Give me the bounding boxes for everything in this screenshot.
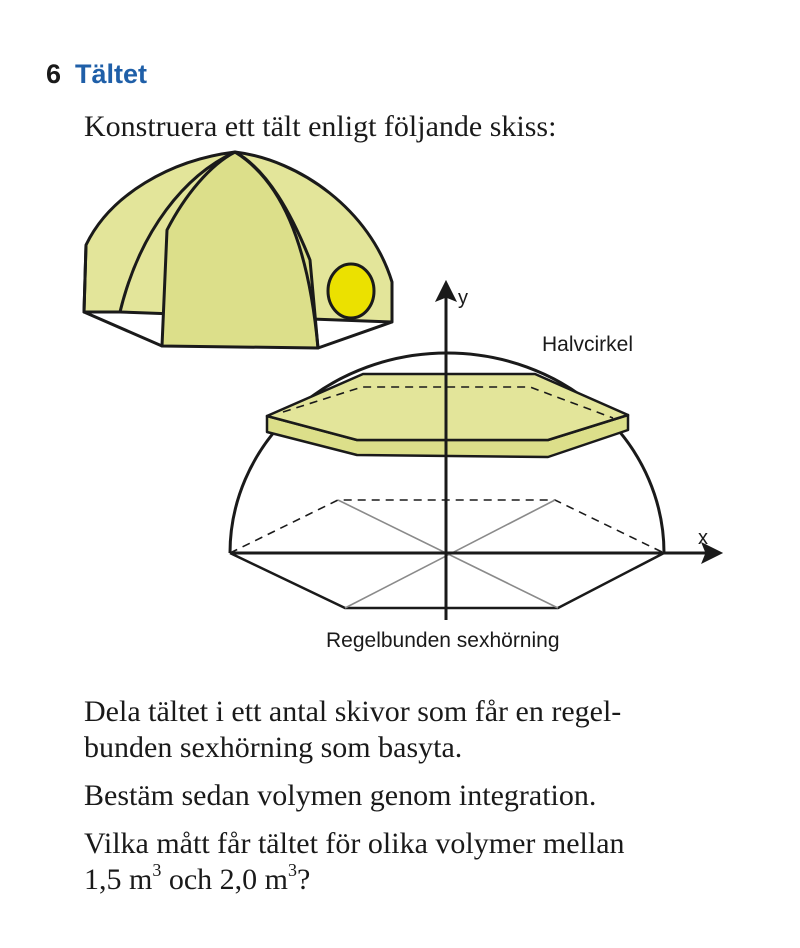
exercise-body: [84, 694, 784, 910]
exponent-1: 3: [152, 860, 162, 880]
paragraph-3: [84, 826, 784, 898]
paragraph-1: [84, 694, 784, 766]
exponent-2: 3: [288, 860, 297, 880]
y-axis-label: y: [458, 287, 468, 309]
paragraph-3-line-1: Vilka mått får tältet för olika volymer mellan: [84, 827, 625, 860]
question-mark: ?: [297, 863, 311, 896]
volume-lower: 1,5 m: [84, 863, 153, 896]
hexagon-label: Regelbunden sexhörning: [326, 629, 560, 652]
semicircle-label: Halvcirkel: [542, 333, 634, 356]
exercise-title: Tältet: [75, 59, 148, 89]
paragraph-1-line-1: Dela tältet i ett antal skivor som får en regel-: [84, 695, 622, 728]
intro-text: Konstruera ett tält enligt följande skiss:: [84, 110, 557, 143]
exercise-number: 6: [46, 59, 62, 89]
tent-seam-right-edge: [318, 322, 392, 348]
paragraph-2: Bestäm sedan volymen genom integration.: [84, 779, 597, 812]
volume-upper: och 2,0 m: [161, 863, 288, 896]
tent-window: [328, 264, 374, 318]
tent-illustration: [84, 152, 392, 348]
x-axis-label: x: [698, 527, 708, 549]
paragraph-1-line-2: bunden sexhörning som basyta.: [84, 731, 463, 764]
